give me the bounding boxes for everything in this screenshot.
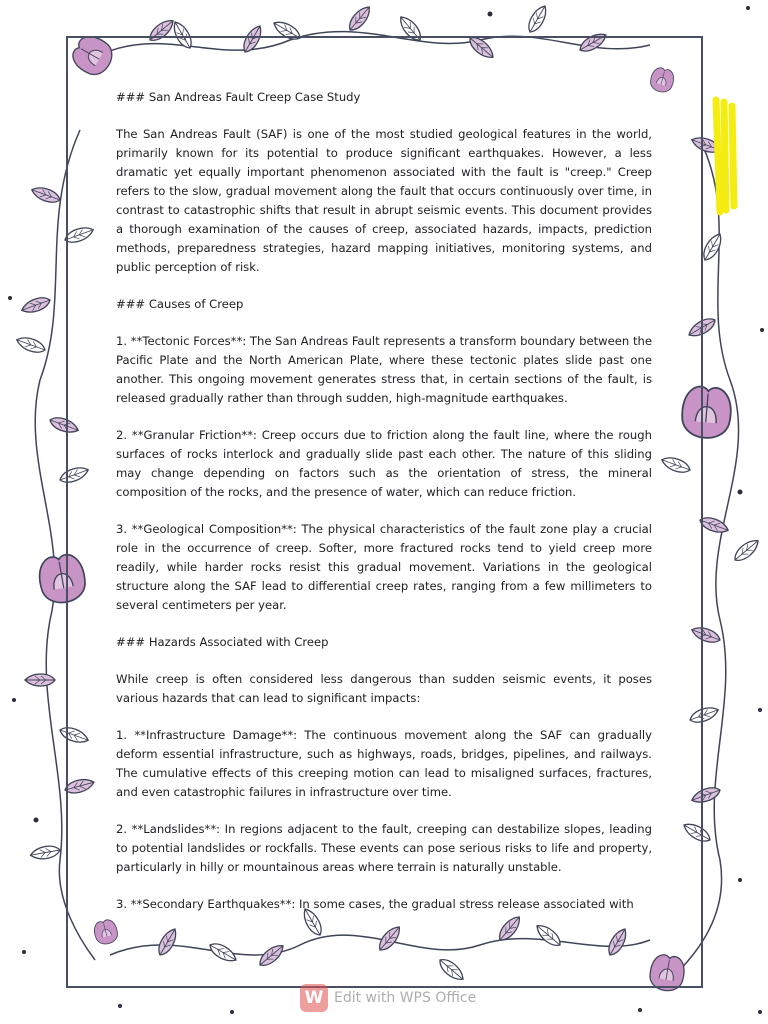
section-heading-causes: ### Causes of Creep: [116, 297, 244, 311]
highlighter-mark: [712, 96, 738, 216]
hazard-infrastructure-damage: 1. **Infrastructure Damage**: The continuous movement along the SAF can gradually deform essential infrastructure, such as highways, roads, bridges, pipelines, and railways. The cumulative effects of this creeping motion can lead to misaligned surfaces, fractures, and even catastrophic failures in infrastructure over time.: [116, 728, 652, 799]
document-body: [116, 88, 652, 932]
hazards-intro-paragraph: While creep is often considered less dangerous than sudden seismic events, it poses various hazards that can lead to significant impacts:: [116, 672, 652, 705]
cause-granular-friction: 2. **Granular Friction**: Creep occurs due to friction along the fault line, where the rough surfaces of rocks interlock and gradually slide past each other. The nature of this sliding may change depending on factors such as the orientation of stress, the mineral composition of the rocks, and the presence of water, which can reduce friction.: [116, 428, 652, 499]
hazard-secondary-earthquakes: 3. **Secondary Earthquakes**: In some cases, the gradual stress release associated with: [116, 897, 634, 911]
wps-logo-icon: W: [300, 984, 328, 1012]
section-heading-hazards: ### Hazards Associated with Creep: [116, 635, 329, 649]
cause-tectonic-forces: 1. **Tectonic Forces**: The San Andreas Fault represents a transform boundary between the Pacific Plate and the North American Plate, where these tectonic plates slide past one another. This ongoing movement generates stress that, in certain sections of the fault, is released gradually rather than through sudden, high-magnitude earthquakes.: [116, 334, 652, 405]
intro-paragraph: The San Andreas Fault (SAF) is one of the most studied geological features in the world, primarily known for its potential to produce significant earthquakes. However, a less dramatic yet equally important phenomenon associated with the fault is "creep." Creep refers to the slow, gradual movement along the fault that occurs continuously over time, in contrast to catastrophic shifts that result in abrupt seismic events. This document provides a thorough examination of the causes of creep, associated hazards, impacts, prediction methods, preparedness strategies, hazard mapping initiatives, monitoring systems, and public perception of risk.: [116, 127, 652, 274]
cause-geological-composition: 3. **Geological Composition**: The physical characteristics of the fault zone play a crucial role in the occurrence of creep. Softer, more fractured rocks tend to yield creep more readily, while harder rocks resist this gradual movement. Variations in the geological structure along the SAF lead to differential creep rates, ranging from a few millimeters to several centimeters per year.: [116, 522, 652, 612]
hazard-landslides: 2. **Landslides**: In regions adjacent to the fault, creeping can destabilize slopes, leading to potential landslides or rockfalls. These events can pose serious risks to life and property, particularly in hilly or mountainous areas where terrain is naturally unstable.: [116, 822, 652, 874]
document-title: ### San Andreas Fault Creep Case Study: [116, 90, 361, 104]
wps-watermark: [300, 984, 476, 1012]
watermark-text: Edit with WPS Office: [334, 990, 477, 1006]
